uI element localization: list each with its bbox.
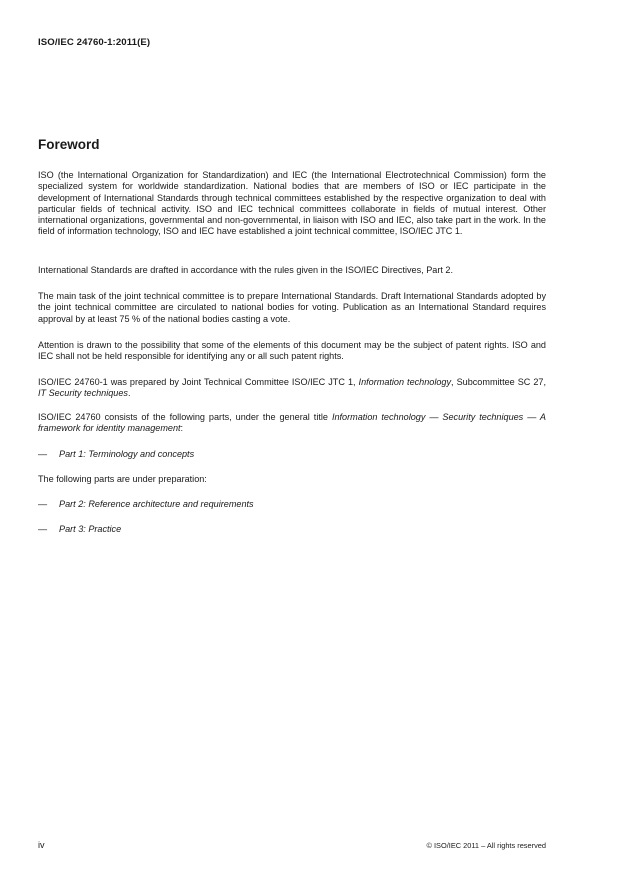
- copyright-notice: © ISO/IEC 2011 – All rights reserved: [426, 841, 546, 850]
- list-item-part-1: [38, 449, 194, 460]
- parts-lead: ISO/IEC 24760 consists of the following parts, under the general title: [38, 412, 332, 422]
- document-id-header: ISO/IEC 24760-1:2011(E): [38, 37, 151, 48]
- foreword-paragraph-parts: [38, 412, 546, 435]
- general-title: Information technology — Security techniques — A framework for identity management: [38, 412, 546, 434]
- foreword-paragraph-main-task: The main task of the joint technical committee is to prepare International Standards. Draft International Standards adopted by the joint technical committee are circulated to national bodies for voting. Publication as an International Standard requires approval by at least 75 % of the national bodies casting a vote.: [38, 291, 546, 324]
- dash-marker: —: [38, 449, 48, 459]
- page-number: iv: [38, 840, 45, 850]
- parts-end: :: [180, 423, 184, 434]
- foreword-paragraph-organizations: ISO (the International Organization for Standardization) and IEC (the International Electrotechnical Commission) form the specialized system for worldwide standardization. National bodies that are members of ISO or IEC participate in the development of International Standards through technical committees established by the respective organization to deal with particular fields of technical activity. ISO and IEC technical committees collaborate in fields of mutual interest. Other international organizations, governmental and non-governmental, in liaison with ISO and IEC, also take part in the work. In the field of information technology, ISO and IEC have established a joint technical committee, ISO/IEC JTC 1.: [38, 170, 546, 237]
- foreword-paragraph-patent-rights: Attention is drawn to the possibility that some of the elements of this document may be the subject of patent rights. ISO and IEC shall not be held responsible for identifying any or all such patent rights.: [38, 340, 546, 362]
- prepared-by-mid: , Subcommittee SC 27,: [451, 377, 547, 387]
- list-item-part-2: [38, 499, 254, 510]
- part-1-title: Part 1: Terminology and concepts: [59, 449, 195, 459]
- dash-marker: —: [38, 499, 48, 509]
- dash-marker: —: [38, 524, 48, 534]
- prepared-by-lead: ISO/IEC 24760-1 was prepared by Joint Technical Committee ISO/IEC JTC 1,: [38, 377, 359, 387]
- foreword-paragraph-directives: International Standards are drafted in accordance with the rules given in the ISO/IEC Directives, Part 2.: [38, 265, 453, 275]
- list-item-part-3: [38, 524, 121, 535]
- foreword-paragraph-prepared-by: [38, 377, 546, 400]
- committee-title: Information technology: [358, 377, 452, 387]
- subcommittee-title: IT Security techniques: [38, 388, 128, 399]
- foreword-title: Foreword: [38, 137, 100, 152]
- preparation-intro: The following parts are under preparation:: [38, 474, 207, 484]
- part-2-title: Part 2: Reference architecture and requirements: [59, 499, 254, 509]
- prepared-by-end: .: [127, 388, 131, 399]
- part-3-title: Part 3: Practice: [59, 524, 122, 534]
